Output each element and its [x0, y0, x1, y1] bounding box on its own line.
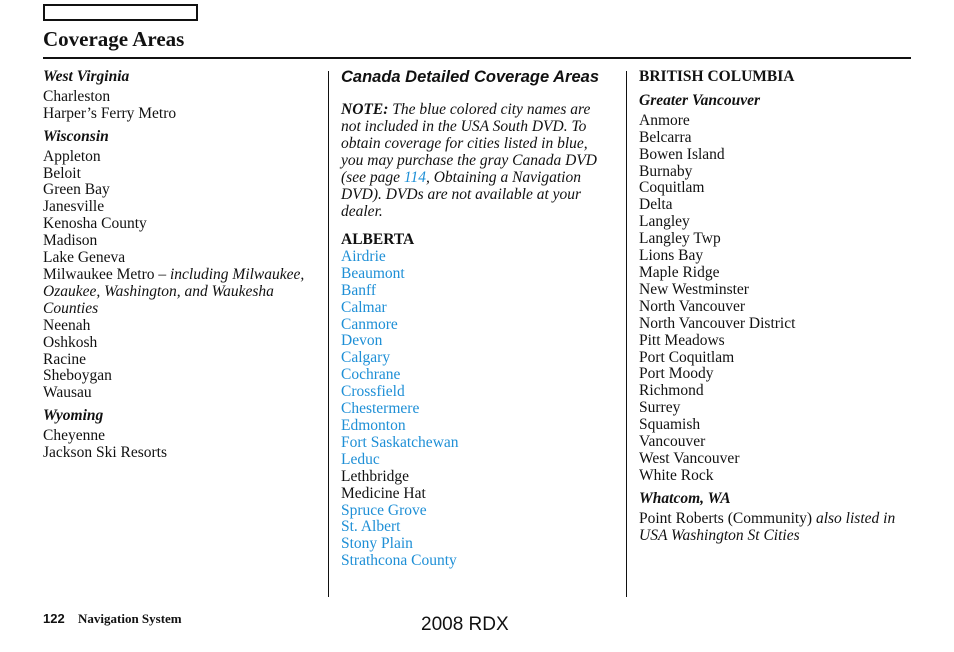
city-item: New Westminster — [639, 280, 749, 298]
city-item: Janesville — [43, 198, 105, 216]
column-us-states — [43, 69, 323, 462]
region-heading-greater-vancouver: Greater Vancouver — [639, 91, 760, 109]
city-item: Devon — [341, 332, 383, 350]
city-item: Cochrane — [341, 366, 401, 384]
city-item: Surrey — [639, 399, 681, 417]
city-item: West Vancouver — [639, 449, 740, 467]
city-item: Port Coquitlam — [639, 348, 735, 366]
city-item: Maple Ridge — [639, 263, 720, 281]
city-item: Coquitlam — [639, 179, 705, 197]
region-heading-whatcom: Whatcom, WA — [639, 489, 731, 507]
city-item: Burnaby — [639, 162, 693, 180]
city-item: Beloit — [43, 164, 81, 182]
city-list-alberta — [341, 249, 613, 570]
city-item: Neenah — [43, 316, 91, 334]
city-item: Cheyenne — [43, 427, 105, 445]
city-list-west-virginia — [43, 89, 323, 123]
city-name: Point Roberts (Community) — [639, 509, 816, 527]
city-item: Jackson Ski Resorts — [43, 444, 167, 462]
city-item: Lethbridge — [341, 467, 410, 485]
city-item: Appleton — [43, 147, 101, 165]
footer-model: 2008 RDX — [421, 614, 509, 635]
city-item: Anmore — [639, 111, 690, 129]
city-item: Strathcona County — [341, 552, 457, 570]
city-item: Fort Saskatchewan — [341, 433, 459, 451]
city-list-whatcom — [639, 511, 911, 545]
city-item: Calmar — [341, 298, 387, 316]
city-item: Langley — [639, 213, 690, 231]
state-heading-west-virginia: West Virginia — [43, 68, 130, 85]
city-item: Charleston — [43, 87, 111, 105]
city-list-greater-vancouver — [639, 113, 911, 485]
column-canada-alberta — [341, 67, 613, 570]
city-item: Beaumont — [341, 264, 405, 282]
city-item: Stony Plain — [341, 535, 413, 553]
column-divider-left — [328, 71, 329, 597]
city-item: Oshkosh — [43, 333, 98, 351]
city-list-wisconsin — [43, 149, 323, 403]
city-item-milwaukee — [43, 267, 323, 318]
city-name: Milwaukee Metro – — [43, 265, 170, 283]
province-heading-alberta: ALBERTA — [341, 231, 415, 248]
note-label: NOTE: — [341, 101, 389, 118]
page-link[interactable]: 114 — [403, 169, 426, 186]
city-item: Kenosha County — [43, 215, 147, 233]
page-title: Coverage Areas — [43, 27, 185, 51]
city-item: Belcarra — [639, 128, 692, 146]
city-item: Harper’s Ferry Metro — [43, 104, 177, 122]
city-item: Pitt Meadows — [639, 331, 725, 349]
city-item: Lions Bay — [639, 247, 704, 265]
city-item: Sheboygan — [43, 367, 112, 385]
title-rule — [43, 57, 911, 59]
city-item: White Rock — [639, 466, 714, 484]
city-item: Banff — [341, 281, 377, 299]
city-item: Port Moody — [639, 365, 714, 383]
dvd-note — [341, 101, 613, 220]
city-item: Richmond — [639, 382, 704, 400]
city-item: Airdrie — [341, 247, 386, 265]
city-item: North Vancouver District — [639, 314, 796, 332]
city-item: Spruce Grove — [341, 501, 427, 519]
footer-label: Navigation System — [78, 611, 182, 626]
state-heading-wyoming: Wyoming — [43, 407, 104, 425]
city-item: Green Bay — [43, 181, 110, 199]
city-item: Squamish — [639, 416, 701, 434]
city-note: including Milwaukee, Ozaukee, Washington, and Waukesha Counties — [43, 265, 305, 317]
column-divider-right — [626, 71, 627, 597]
section-heading-canada: Canada Detailed Coverage Areas — [341, 68, 599, 86]
city-item: Racine — [43, 350, 87, 368]
city-item: Delta — [639, 196, 673, 214]
city-item-point-roberts — [639, 511, 911, 545]
city-item: Lake Geneva — [43, 249, 126, 267]
header-tab-box — [43, 4, 198, 21]
city-item: St. Albert — [341, 518, 401, 536]
city-item: Vancouver — [639, 433, 706, 451]
city-item: Langley Twp — [639, 230, 721, 248]
city-item: Crossfield — [341, 383, 405, 401]
column-british-columbia — [639, 69, 911, 544]
province-heading-british-columbia: BRITISH COLUMBIA — [639, 68, 795, 85]
city-item: Leduc — [341, 450, 380, 468]
city-item: Wausau — [43, 384, 92, 402]
note-text-2: , Obtaining a Navigation DVD). DVDs are not available at your dealer. — [341, 169, 582, 220]
state-heading-wisconsin: Wisconsin — [43, 127, 109, 145]
city-item: Chestermere — [341, 400, 420, 418]
note-text-1: The blue colored city names are not included in the USA South DVD. To obtain coverage for cities listed in blue, you may purchase the gray Canada DVD (see page — [341, 101, 597, 186]
city-item: Canmore — [341, 315, 398, 333]
city-item: Calgary — [341, 349, 391, 367]
city-list-wyoming — [43, 428, 323, 462]
city-item: Bowen Island — [639, 145, 725, 163]
city-item: North Vancouver — [639, 297, 746, 315]
city-item: Madison — [43, 232, 98, 250]
city-item: Edmonton — [341, 416, 406, 434]
city-note: also listed in USA Washington St Cities — [639, 509, 896, 544]
city-item: Medicine Hat — [341, 484, 426, 502]
page-number: 122 — [43, 611, 65, 626]
